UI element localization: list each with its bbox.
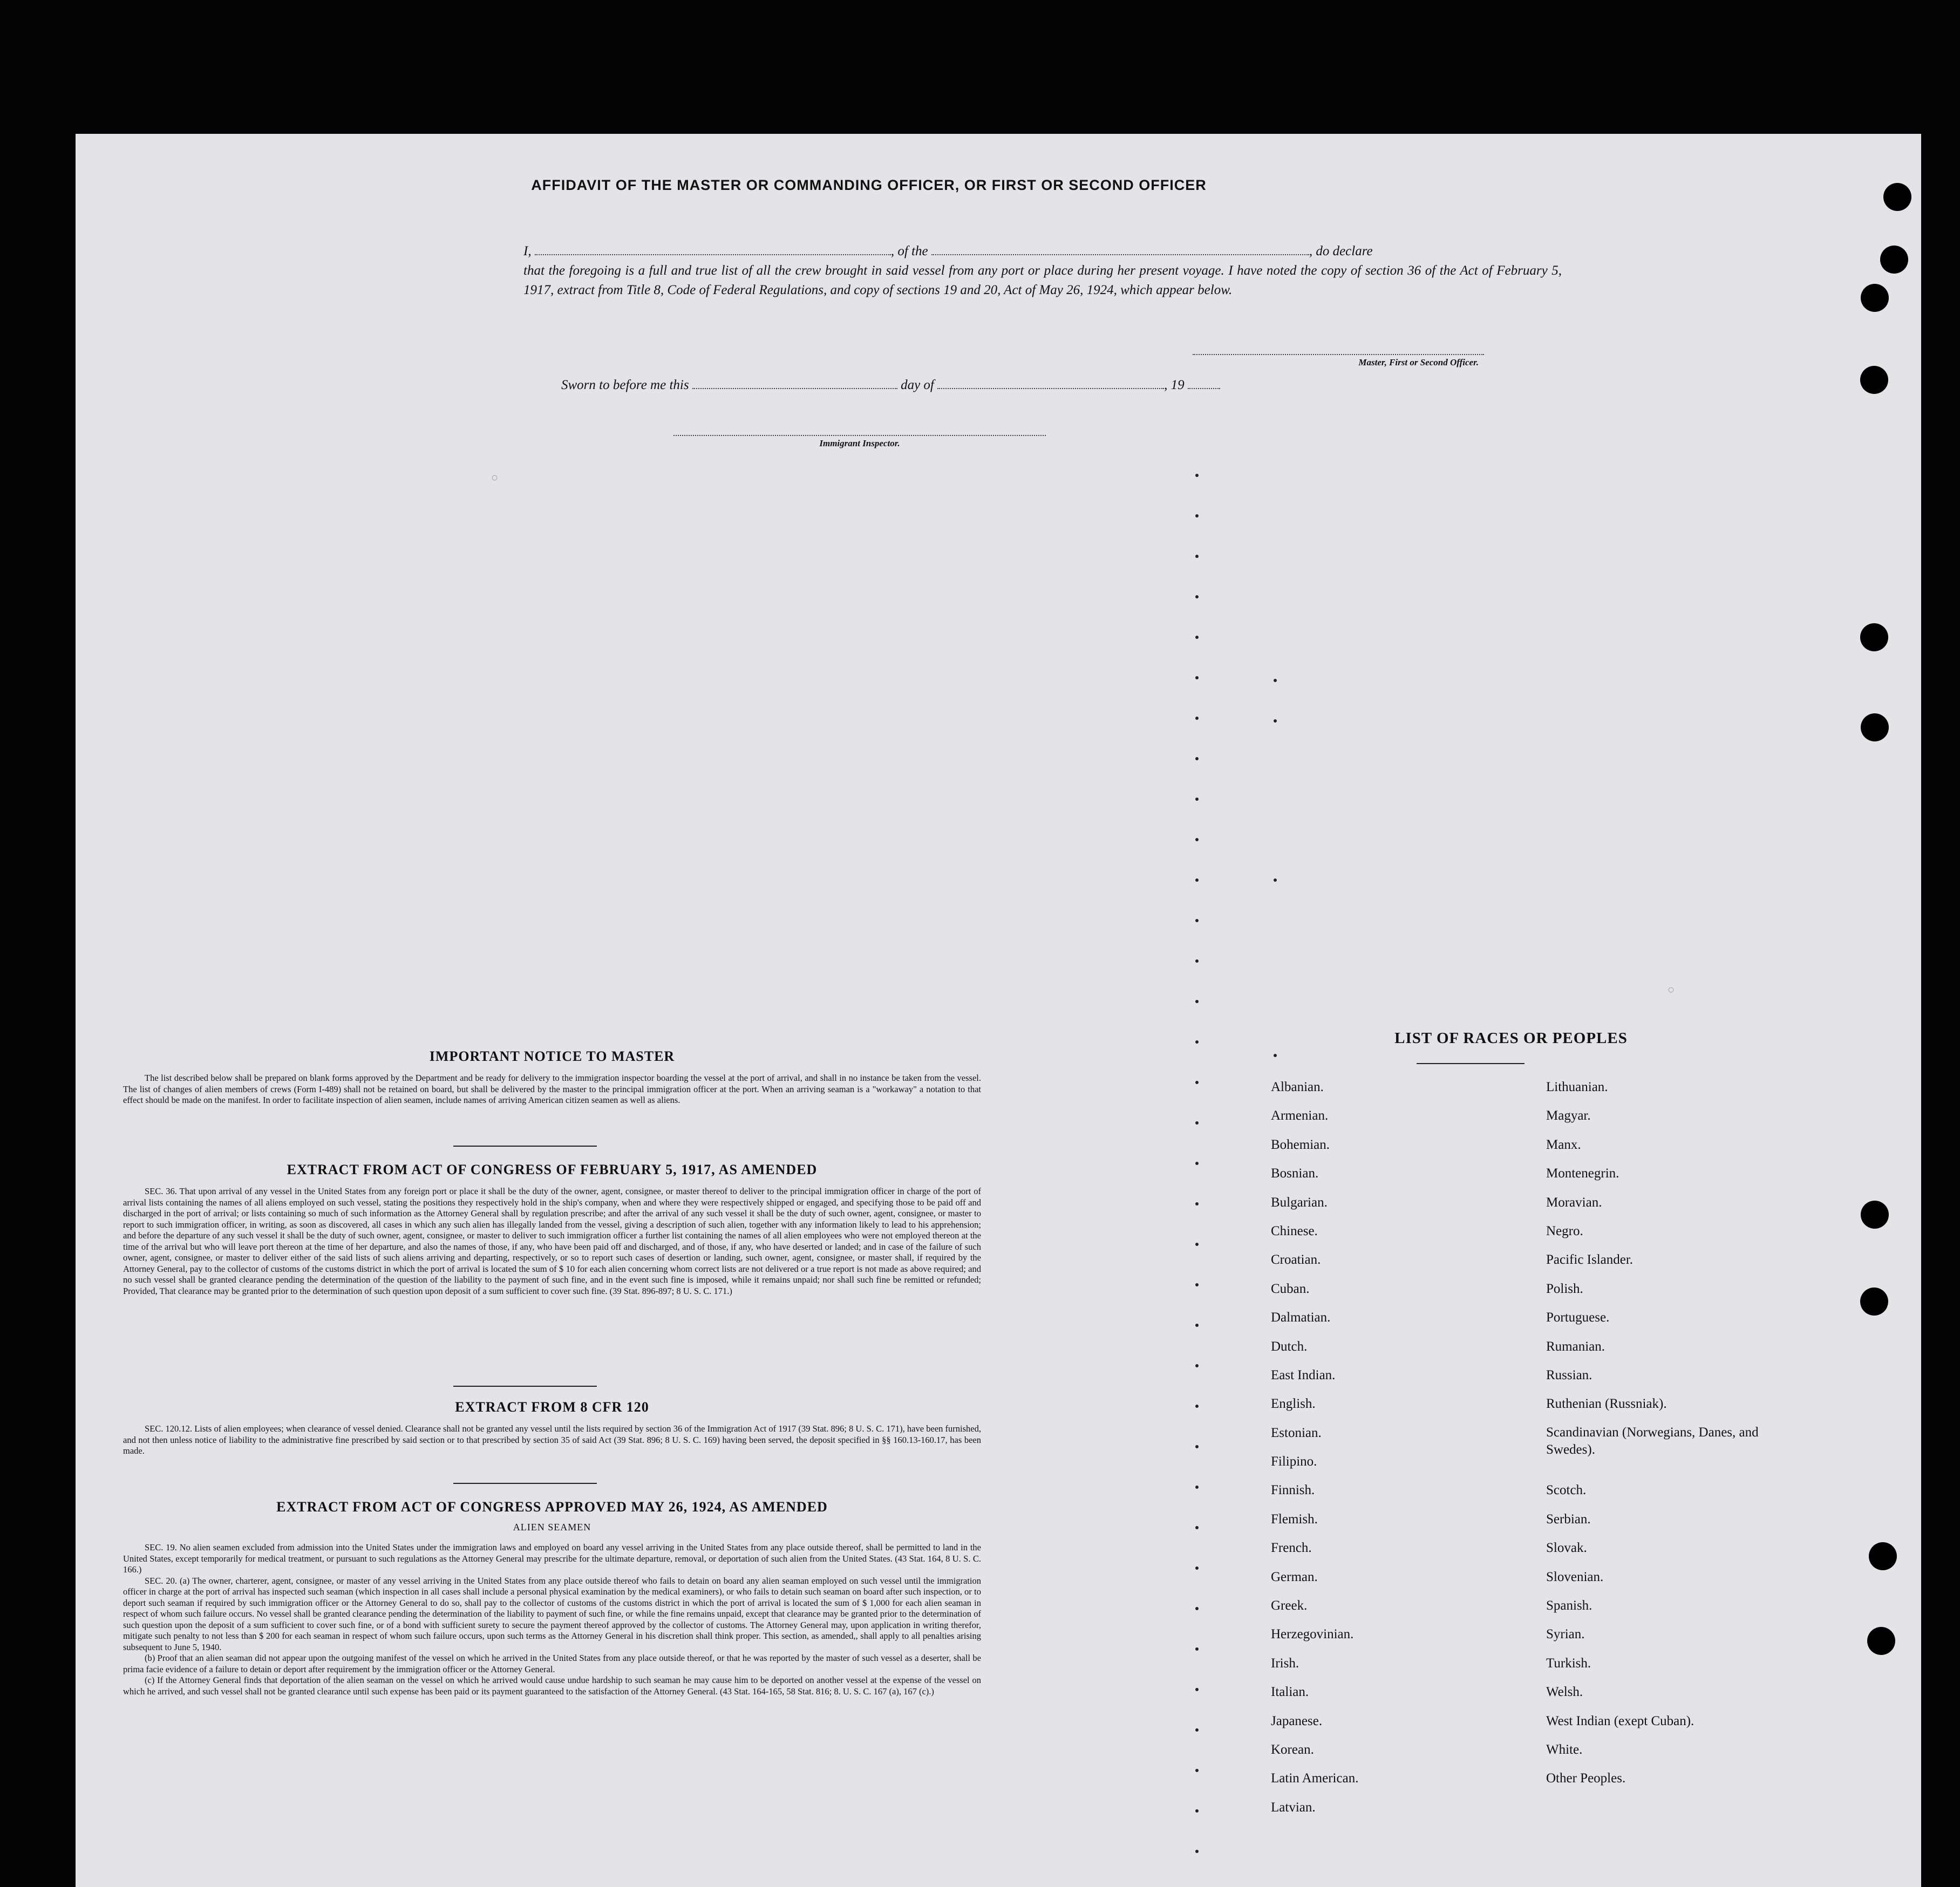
- race-item: Ruthenian (Russniak).: [1546, 1396, 1667, 1412]
- race-item: Dalmatian.: [1271, 1310, 1331, 1325]
- of-the-label: , of the: [890, 244, 928, 258]
- inspector-signature-line[interactable]: [673, 435, 1046, 436]
- race-item: Finnish.: [1271, 1483, 1315, 1498]
- sworn-year-field[interactable]: [1188, 388, 1220, 389]
- affidavit-title: AFFIDAVIT OF THE MASTER OR COMMANDING OFFICER, OR FIRST OR SECOND OFFICER: [531, 177, 1207, 193]
- race-item: Armenian.: [1271, 1108, 1329, 1123]
- binder-hole: [1880, 246, 1908, 274]
- extract-cfr-title: EXTRACT FROM 8 CFR 120: [455, 1399, 649, 1415]
- binder-hole: [1860, 1287, 1888, 1316]
- officer-name-field[interactable]: [535, 254, 891, 255]
- extract-cfr-text: SEC. 120.12. Lists of alien employees; when clearance of vessel denied. Clearance shall not be granted any vessel until the lists required by section 36 of the Immigration Act of 1917 (39 Stat. 896; 8 U. S. C. 171), have been furnished, and not then unless notice of liability to the administrative fine prescribed by said section or to that prescribed by section 35 of said Act (39 Stat. 896; 8 U. S. C. 169) having been served, the deposit specified in §§ 160.13-160.17, has been made.: [123, 1423, 981, 1456]
- race-item: Korean.: [1271, 1742, 1314, 1757]
- race-item: Slovak.: [1546, 1541, 1587, 1556]
- race-item: Syrian.: [1546, 1627, 1585, 1642]
- binder-hole: [1869, 1542, 1897, 1570]
- race-item: Bohemian.: [1271, 1137, 1330, 1152]
- i-label: I,: [523, 244, 532, 258]
- do-declare-label: , do declare: [1309, 244, 1373, 258]
- race-item: Manx.: [1546, 1137, 1581, 1152]
- race-item: Slovenian.: [1546, 1569, 1604, 1584]
- race-item: Rumanian.: [1546, 1339, 1605, 1354]
- vessel-name-field[interactable]: [931, 254, 1309, 255]
- race-item: West Indian (exept Cuban).: [1546, 1713, 1694, 1728]
- race-item: Croatian.: [1271, 1252, 1321, 1268]
- bleed-through-mark: ○: [491, 472, 499, 485]
- binder-hole: [1861, 713, 1889, 741]
- race-item: Polish.: [1546, 1281, 1583, 1296]
- race-item: Scandinavian (Norwegians, Danes, and Swedes).: [1546, 1425, 1759, 1457]
- divider: [453, 1483, 597, 1484]
- bleed-through-mark: ○: [1668, 984, 1675, 997]
- divider: [453, 1146, 597, 1147]
- notice-title: IMPORTANT NOTICE TO MASTER: [429, 1048, 675, 1064]
- year-label: , 19: [1164, 378, 1185, 392]
- race-item: Italian.: [1271, 1685, 1309, 1700]
- race-item: Irish.: [1271, 1656, 1299, 1671]
- sec-20b-text: (b) Proof that an alien seaman did not appear upon the outgoing manifest of the vessel on which he arrived in the United States from any place outside thereof, or that he was reported by the master of such vessel as a deserter, shall be prima facie evidence of a failure to detain or deport after requirement by the immigration officer or the Attorney General.: [123, 1653, 981, 1674]
- race-item: Scotch.: [1546, 1483, 1587, 1498]
- sec-19-text: SEC. 19. No alien seamen excluded from admission into the United States under the immigration laws and employed on board any vessel arriving in the United States from any place outside thereof, shall be permitted to land in the United States, except temporarily for medical treatment, or pursuant to such regulations as the Attorney General may prescribe for the ultimate departure, removal, or deportation of such alien from the United States. (43 Stat. 164, 8 U. S. C. 166.): [123, 1542, 981, 1575]
- race-item: Serbian.: [1546, 1511, 1591, 1527]
- race-item: Turkish.: [1546, 1656, 1591, 1671]
- affidavit-body: that the foregoing is a full and true list of all the crew brought in said vessel from any port or place during her present voyage. I have noted the copy of section 36 of the Act of February 5, 1917, extract from Title 8, Code of Federal Regulations, and copy of sections 19 and 20, Act of May 26, 1924, which appear below.: [523, 263, 1562, 297]
- race-item: Dutch.: [1271, 1339, 1308, 1354]
- race-item: Herzegovinian.: [1271, 1627, 1354, 1642]
- binder-hole: [1861, 284, 1889, 312]
- binder-hole: [1861, 1201, 1889, 1229]
- day-of-label: day of: [901, 378, 934, 392]
- race-item: East Indian.: [1271, 1367, 1336, 1382]
- binder-hole: [1883, 183, 1911, 211]
- race-item: White.: [1546, 1742, 1583, 1757]
- race-item: Welsh.: [1546, 1685, 1583, 1700]
- race-item: English.: [1271, 1396, 1316, 1412]
- sec-20c-text: (c) If the Attorney General finds that deportation of the alien seaman on the vessel on which he arrived would cause undue hardship to such seaman he may cause him to be deported on another vessel at the expense of the vessel on which he arrived, and such vessel shall not be granted clearance until such expense has been paid or its payment guaranteed to the satisfaction of the Attorney General. (43 Stat. 164-165, 58 Stat. 816; 8. U. S. C. 167 (a), 167 (c).): [123, 1675, 981, 1697]
- race-item: Japanese.: [1271, 1713, 1323, 1728]
- notice-text: The list described below shall be prepared on blank forms approved by the Department and be ready for delivery to the immigration inspector boarding the vessel at the port of arrival, and shall in no instance be taken from the vessel. The list of changes of alien members of crews (Form I-489) shall not be retained on board, but shall be delivered by the master to the principal immigration officer at the port. When an arriving seaman is a "workaway" a notation to that effect should be made on the manifest. In order to facilitate inspection of alien seamen, include names of arriving American citizen seamen as well as aliens.: [123, 1073, 981, 1105]
- race-item: Bulgarian.: [1271, 1195, 1328, 1210]
- master-signature-line[interactable]: [1193, 354, 1484, 355]
- binder-hole: [1867, 1627, 1895, 1655]
- extract-1917-title: EXTRACT FROM ACT OF CONGRESS OF FEBRUARY 5, 1917, AS AMENDED: [287, 1162, 818, 1177]
- race-item: Estonian.: [1271, 1425, 1322, 1440]
- race-item: Flemish.: [1271, 1511, 1318, 1527]
- race-item: Spanish.: [1546, 1598, 1592, 1613]
- master-signature-caption: Master, First or Second Officer.: [1358, 357, 1479, 367]
- extract-1924-subtitle: ALIEN SEAMEN: [513, 1522, 591, 1532]
- race-item: German.: [1271, 1569, 1318, 1584]
- race-item: Russian.: [1546, 1367, 1592, 1382]
- race-item: Other Peoples.: [1546, 1771, 1626, 1786]
- race-item: Pacific Islander.: [1546, 1252, 1634, 1268]
- binder-hole: [1860, 366, 1888, 394]
- race-item: Bosnian.: [1271, 1166, 1319, 1181]
- divider: [453, 1386, 597, 1387]
- inspector-signature-caption: Immigrant Inspector.: [819, 438, 900, 448]
- race-item: Albanian.: [1271, 1080, 1324, 1094]
- race-item: French.: [1271, 1541, 1312, 1556]
- sworn-label: Sworn to before me this: [561, 378, 689, 392]
- race-item: Moravian.: [1546, 1195, 1602, 1210]
- sworn-line: [561, 378, 1220, 393]
- divider: [1417, 1063, 1525, 1064]
- races-right-column: [1546, 1073, 1816, 1793]
- binder-hole: [1860, 623, 1888, 651]
- race-item: Latvian.: [1271, 1800, 1316, 1815]
- race-item: Latin American.: [1271, 1771, 1359, 1786]
- race-item: Magyar.: [1546, 1108, 1591, 1123]
- race-item: Lithuanian.: [1546, 1080, 1608, 1094]
- race-item: Chinese.: [1271, 1223, 1318, 1238]
- extract-1917-text: SEC. 36. That upon arrival of any vessel in the United States from any foreign port or place it shall be the duty of the owner, agent, consignee, or master thereof to deliver to the principal immigration officer in charge of the port of arrival lists containing the names of all aliens employed on such vessel, stating the positions they respectively hold in the ship's company, when and where they were respectively shipped or engaged, and specifying those to be paid off and discharged in the port of arrival; or lists containing so much of such information as the Attorney General shall by regulation prescribe; and after the arrival of any such vessel it shall be the duty of such owner, agent, consignee, or master to report to such immigration officer, in writing, as soon as discovered, all cases in which any such alien has illegally landed from the vessel, giving a description of such alien, together with any information likely to lead to his apprehension; and before the departure of any such vessel it shall be the duty of such owner, agent, consignee, or master to deliver to such immigration officer a further list containing the names of all alien employees who were not employed thereon at the time of the arrival but who will leave port thereon at the time of her departure, and also the names of those, if any, who have been paid off and discharged, and of those, if any, who have deserted or landed; and in case of the failure of such owner, agent, consignee, or master to deliver either of the said lists of such aliens arriving and departing, respectively, or so to report such cases of desertion or landing, such owner, agent, consignee, or master shall, if required by the Attorney General, pay to the collector of customs of the customs district in which the port of arrival is located the sum of $ 10 for each alien concerning whom correct lists are not delivered or a true report is not made as above required; and no such vessel shall be granted clearance pending the determination of the question of the liability to the payment of such fine, and in the event such fine is imposed, while it remains unpaid; nor shall such fine be remitted or refunded; Provided, That clearance may be granted prior to the determination of such question upon deposit of a sum sufficient to cover such fine. (39 Stat. 896-897; 8 U. S. C. 171.): [123, 1186, 981, 1296]
- races-left-column: [1271, 1073, 1525, 1822]
- race-item: Cuban.: [1271, 1281, 1310, 1296]
- affidavit-declaration-line: [523, 242, 1562, 261]
- extract-1924-body: [123, 1542, 981, 1697]
- race-item: Montenegrin.: [1546, 1166, 1619, 1181]
- races-title: LIST OF RACES OR PEOPLES: [1394, 1030, 1628, 1047]
- race-item: Greek.: [1271, 1598, 1308, 1613]
- race-item: Portuguese.: [1546, 1310, 1610, 1325]
- sec-20a-text: SEC. 20. (a) The owner, charterer, agent, consignee, or master of any vessel arriving in the United States from any place outside thereof who fails to detain on board any alien seaman employed on such vessel until the immigration officer in charge at the port of arrival has inspected such seaman (which inspection in all cases shall include a personal physical examination by the medical examiners), or who fails to detain such seaman on board after such inspection, or to deport such seaman if required by such immigration officer or the Attorney General to do so, shall pay to the collector of customs of the customs district in which the port of arrival is located the sum of $ 1,000 for each alien seaman in respect of whom such failure occurs. No vessel shall be granted clearance pending the determination of the liability to payment of such fine, or while the fine remains unpaid, except that clearance may be granted prior to the determination of such question upon the deposit of a sum sufficient to cover such fine, or of a bond with sufficient surety to secure the payment thereof approved by the collector of customs. The Attorney General may, upon application in writing therefor, mitigate such penalty to not less than $ 200 for each seaman in respect of whom such failure occurs, upon such terms as the Attorney General in his discretion shall think proper. This section, as amended,, shall apply to all penalties arising subsequent to June 5, 1940.: [123, 1575, 981, 1652]
- extract-1924-title: EXTRACT FROM ACT OF CONGRESS APPROVED MAY 26, 1924, AS AMENDED: [276, 1499, 828, 1515]
- race-item: Filipino.: [1271, 1454, 1317, 1469]
- race-item: Negro.: [1546, 1223, 1583, 1238]
- form-sheet: [76, 134, 1921, 1887]
- sworn-day-field[interactable]: [692, 388, 897, 389]
- sworn-month-field[interactable]: [937, 388, 1164, 389]
